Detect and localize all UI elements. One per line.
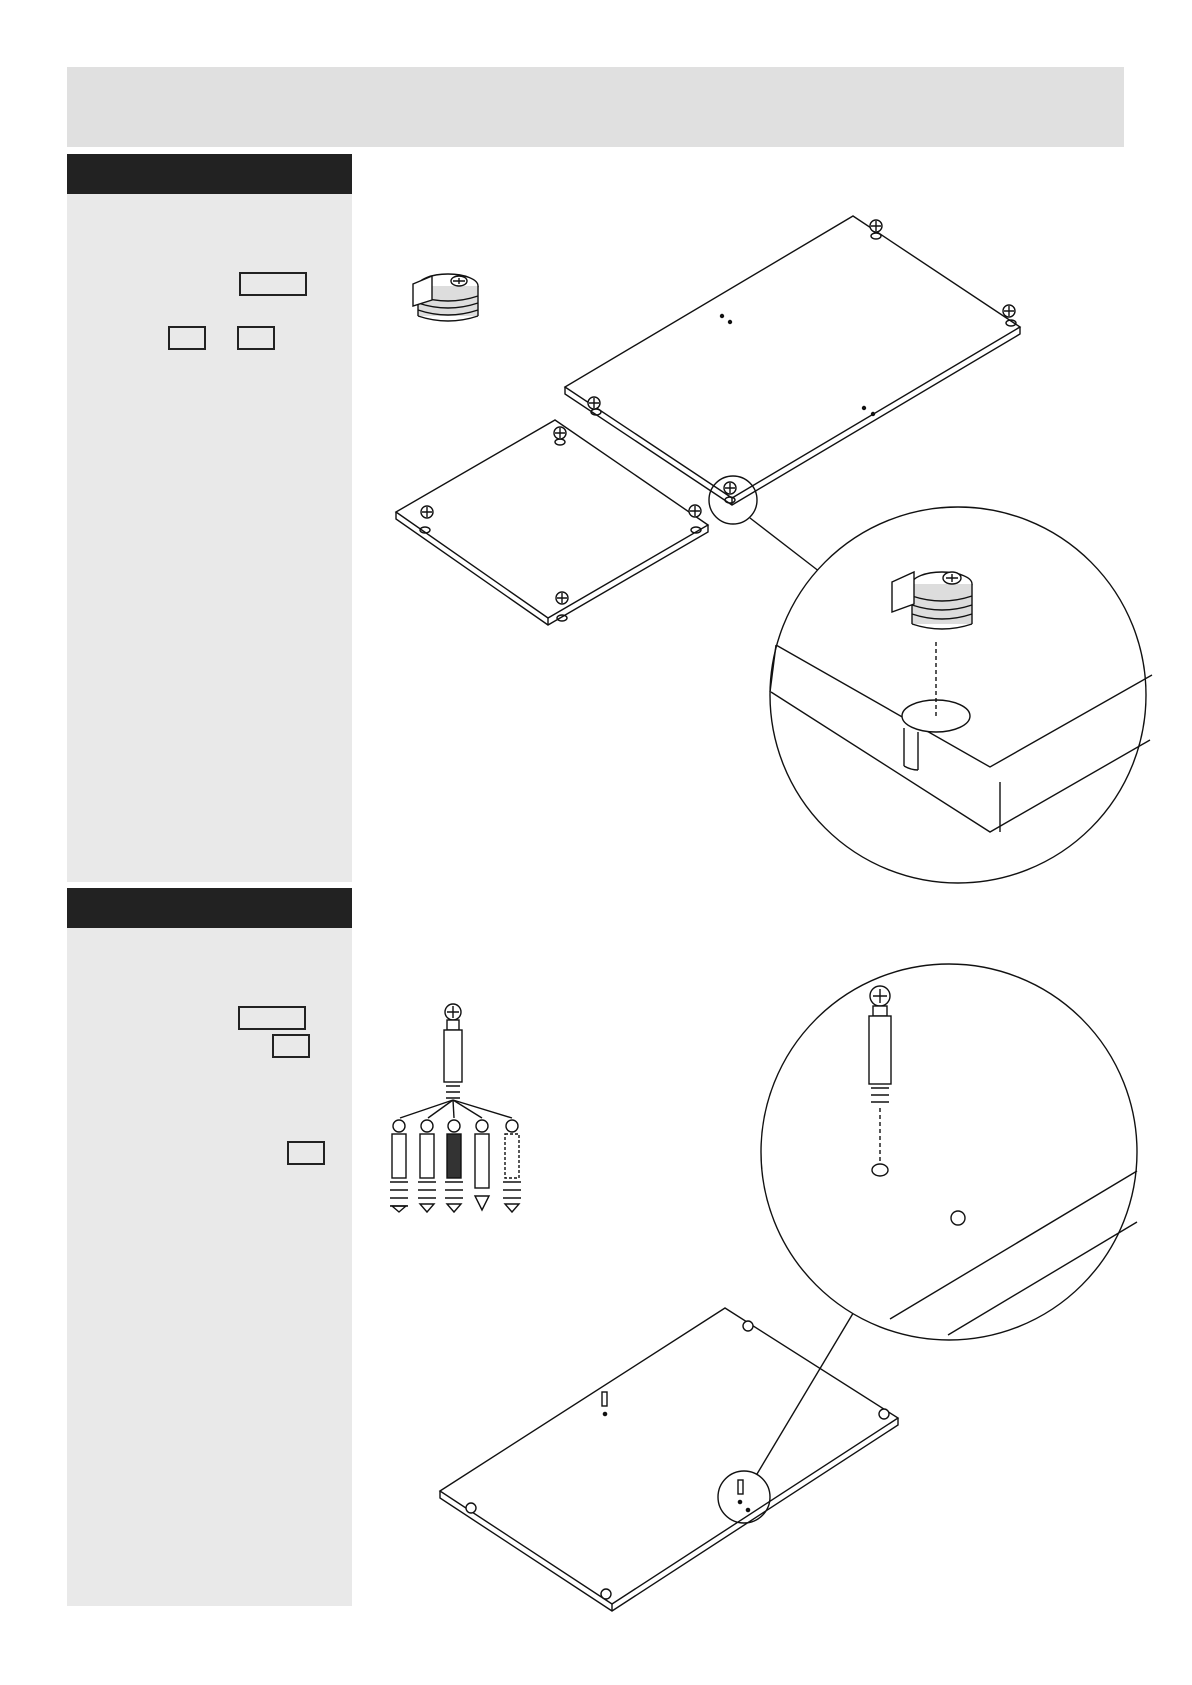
cam-lock-icon — [413, 274, 478, 321]
large-panel-icon — [565, 216, 1020, 505]
zoom-detail-callout-icon — [709, 476, 1152, 883]
cam-lock-fitting-into-panels-icon — [396, 216, 1152, 883]
cam-bolt-icon — [400, 1004, 512, 1118]
cam-bolt-fitting-into-panel-icon — [390, 964, 1137, 1611]
dowel-options-icon — [390, 1120, 521, 1212]
